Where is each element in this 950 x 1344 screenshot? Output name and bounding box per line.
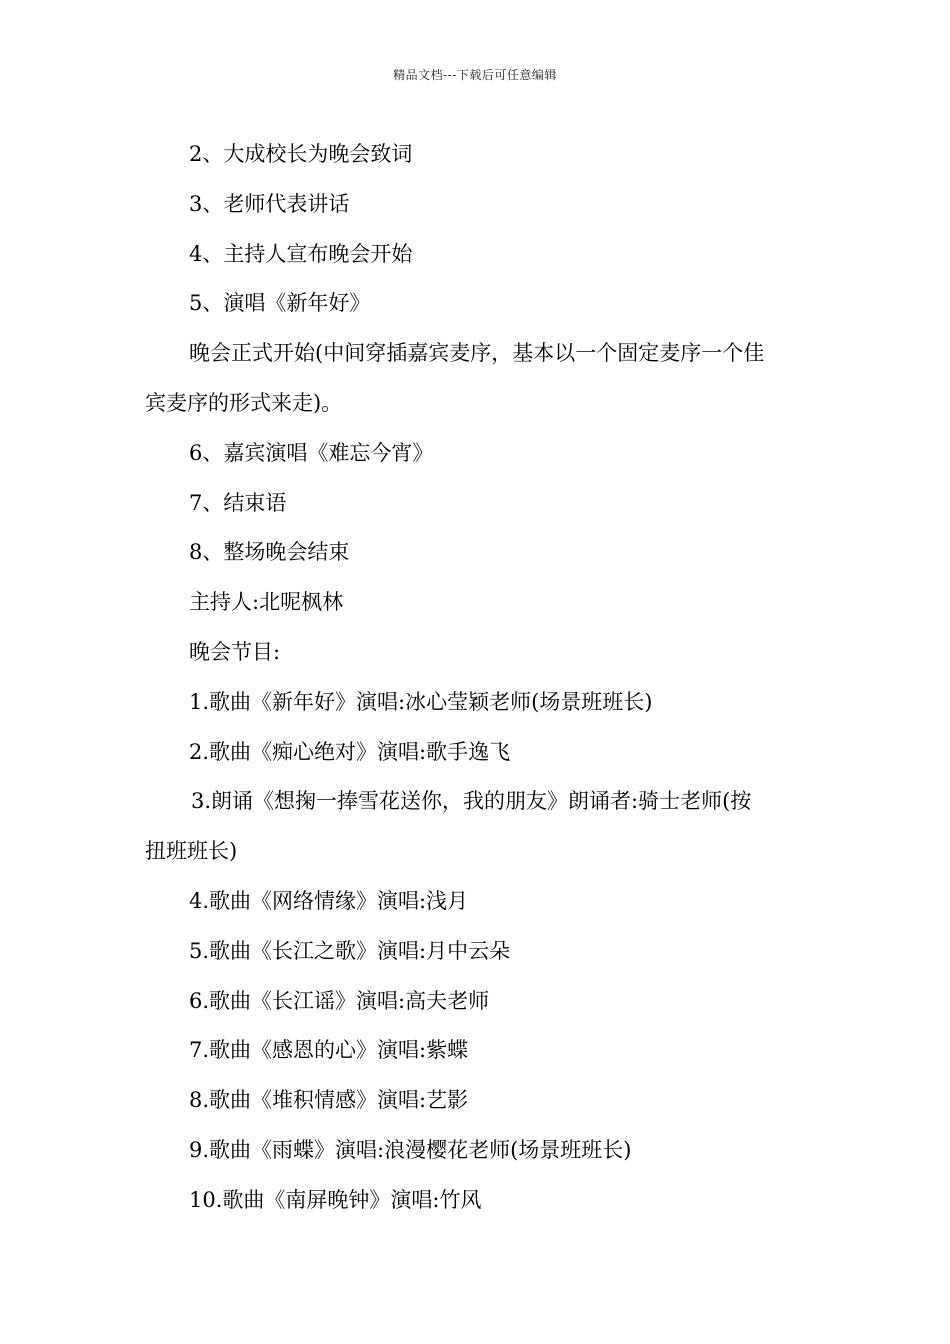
- program-item-1: 1.歌曲《新年好》演唱:冰心莹颖老师(场景班班长): [189, 689, 653, 714]
- program-list-heading: 晚会节目:: [189, 639, 281, 664]
- program-item-2: 2.歌曲《痴心绝对》演唱:歌手逸飞: [189, 739, 511, 764]
- paragraph-line-continued: 宾麦序的形式来走)。: [145, 390, 343, 415]
- program-step-6: 6、嘉宾演唱《难忘今宵》: [189, 440, 434, 465]
- program-item-3-continued: 扭班班长): [145, 839, 238, 864]
- document-body: [145, 130, 815, 1226]
- program-item-8: 8.歌曲《堆积情感》演唱:艺影: [189, 1088, 469, 1113]
- program-step-5: 5、演唱《新年好》: [189, 291, 371, 316]
- program-item-5: 5.歌曲《长江之歌》演唱:月中云朵: [189, 938, 511, 963]
- program-item-9: 9.歌曲《雨蝶》演唱:浪漫樱花老师(场景班班长): [189, 1137, 632, 1162]
- program-step-7: 7、结束语: [189, 490, 287, 515]
- paragraph-line: 晚会正式开始(中间穿插嘉宾麦序，基本以一个固定麦序一个佳: [189, 341, 765, 366]
- program-step-2: 2、大成校长为晚会致词: [189, 142, 413, 166]
- program-item-3: 3.朗诵《想掬一捧雪花送你，我的朋友》朗诵者:骑士老师(按: [191, 789, 752, 814]
- program-step-3: 3、老师代表讲话: [189, 191, 350, 216]
- program-item-10: 10.歌曲《南屏晚钟》演唱:竹风: [189, 1187, 482, 1212]
- host-line: 主持人:北呢枫林: [189, 590, 344, 615]
- program-item-4: 4.歌曲《网络情缘》演唱:浅月: [189, 888, 469, 913]
- program-step-4: 4、主持人宣布晚会开始: [189, 241, 413, 266]
- program-step-8: 8、整场晚会结束: [189, 540, 350, 565]
- program-item-6: 6.歌曲《长江谣》演唱:高夫老师: [189, 988, 490, 1013]
- program-item-7: 7.歌曲《感恩的心》演唱:紫蝶: [189, 1038, 469, 1063]
- page-header: 精品文档---下载后可任意编辑: [393, 68, 557, 82]
